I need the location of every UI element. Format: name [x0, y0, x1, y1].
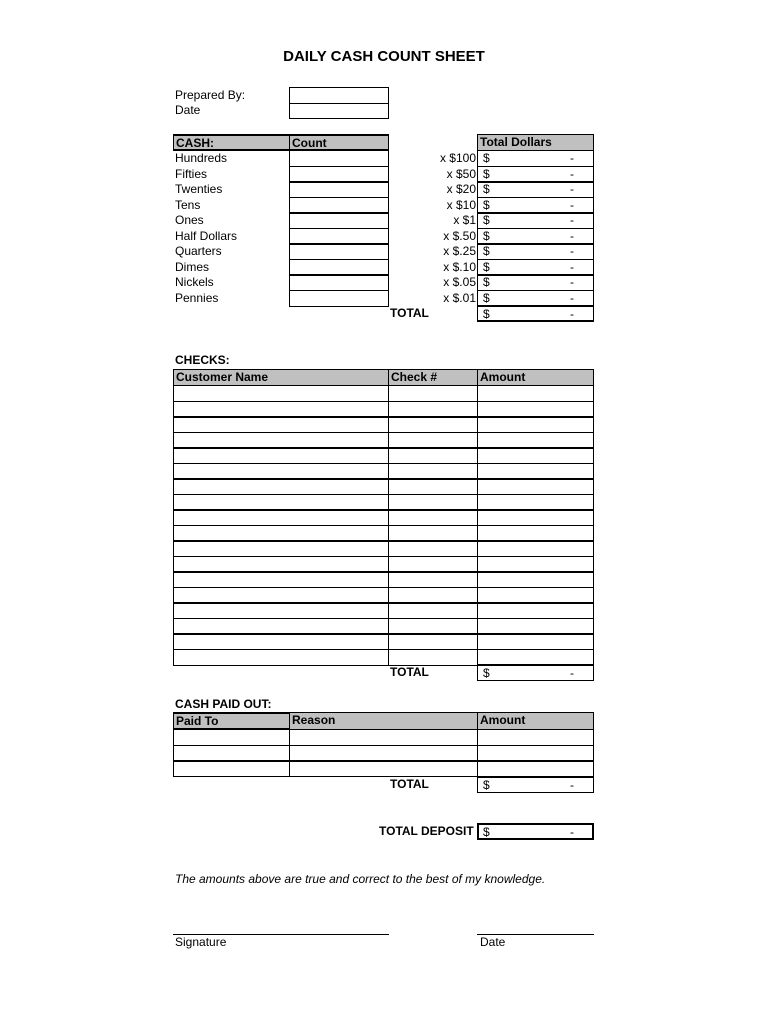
cash-total-value: -	[570, 307, 574, 321]
cash-multiplier: x $.01	[443, 291, 476, 305]
customer-name-header: Customer Name	[173, 369, 389, 386]
dollar-sign: $	[483, 182, 490, 196]
dollar-value: -	[570, 244, 574, 258]
cash-multiplier: x $100	[439, 151, 476, 165]
cash-denomination: Pennies	[175, 291, 219, 305]
total-deposit-dollar: $	[483, 825, 490, 839]
cash-denomination: Ones	[175, 213, 204, 227]
customer-name-input[interactable]	[173, 633, 389, 650]
total-dollars-cell	[477, 150, 594, 167]
dollar-value: -	[570, 260, 574, 274]
reason-input[interactable]	[289, 729, 478, 746]
paid-amount-header: Amount	[477, 712, 594, 730]
signature-label: Signature	[175, 935, 227, 949]
check-number-header: Check #	[388, 369, 478, 386]
dollar-value: -	[570, 198, 574, 212]
cash-denomination: Dimes	[175, 260, 210, 274]
dollar-value: -	[570, 167, 574, 181]
cash-multiplier: x $20	[446, 182, 476, 196]
checks-total-dollar: $	[483, 666, 490, 680]
paid-to-input[interactable]	[173, 760, 290, 777]
count-input[interactable]	[289, 150, 389, 167]
cash-multiplier: x $.50	[443, 229, 476, 243]
customer-name-input[interactable]	[173, 385, 389, 402]
total-dollars-header: Total Dollars	[477, 134, 594, 151]
check-number-input[interactable]	[388, 478, 478, 495]
cash-denomination: Quarters	[175, 244, 222, 258]
paid-to-input[interactable]	[173, 729, 290, 746]
cash-total-box	[477, 305, 594, 322]
total-deposit-label: TOTAL DEPOSIT	[379, 824, 474, 838]
check-number-input[interactable]	[388, 633, 478, 650]
dollar-value: -	[570, 291, 574, 305]
date-label: Date	[175, 103, 201, 117]
customer-name-input[interactable]	[173, 447, 389, 464]
cash-multiplier: x $.10	[443, 260, 476, 274]
reason-header: Reason	[289, 712, 478, 730]
cash-multiplier: x $50	[446, 167, 476, 181]
total-deposit-box[interactable]	[477, 823, 594, 840]
customer-name-input[interactable]	[173, 602, 389, 619]
cash-denomination: Tens	[175, 198, 201, 212]
cash-multiplier: x $.05	[443, 275, 476, 289]
amount-header: Amount	[477, 369, 594, 386]
dollar-value: -	[570, 229, 574, 243]
cash-multiplier: x $.25	[443, 244, 476, 258]
check-number-input[interactable]	[388, 571, 478, 588]
paid-out-total-label: TOTAL	[390, 777, 429, 791]
customer-name-input[interactable]	[173, 649, 389, 666]
cash-multiplier: x $10	[446, 198, 476, 212]
check-number-input[interactable]	[388, 447, 478, 464]
check-amount-input[interactable]	[477, 478, 594, 495]
paid-out-label: CASH PAID OUT:	[175, 697, 272, 711]
cash-multiplier: x $1	[453, 213, 476, 227]
checks-label: CHECKS:	[175, 353, 230, 367]
check-number-input[interactable]	[388, 649, 478, 666]
dollar-value: -	[570, 275, 574, 289]
customer-name-input[interactable]	[173, 509, 389, 526]
total-dollars-cell	[477, 181, 594, 198]
paid-out-total-dollar: $	[483, 778, 490, 792]
check-amount-input[interactable]	[477, 540, 594, 557]
check-amount-input[interactable]	[477, 633, 594, 650]
paid-out-total-box	[477, 776, 594, 793]
page-title: DAILY CASH COUNT SHEET	[283, 48, 485, 65]
cash-total-dollar: $	[483, 307, 490, 321]
count-input[interactable]	[289, 212, 389, 229]
dollar-sign: $	[483, 198, 490, 212]
check-number-input[interactable]	[388, 602, 478, 619]
customer-name-input[interactable]	[173, 478, 389, 495]
cash-denomination: Twenties	[175, 182, 223, 196]
check-amount-input[interactable]	[477, 602, 594, 619]
prepared-by-field[interactable]	[289, 87, 389, 104]
cash-denomination: Fifties	[175, 167, 208, 181]
dollar-sign: $	[483, 229, 490, 243]
checks-total-box	[477, 664, 594, 681]
check-number-input[interactable]	[388, 509, 478, 526]
prepared-by-label: Prepared By:	[175, 88, 246, 102]
dollar-value: -	[570, 151, 574, 165]
count-input[interactable]	[289, 274, 389, 291]
check-number-input[interactable]	[388, 385, 478, 402]
date-field[interactable]	[289, 103, 389, 119]
signature-date-label: Date	[480, 935, 506, 949]
customer-name-input[interactable]	[173, 540, 389, 557]
check-amount-input[interactable]	[477, 385, 594, 402]
dollar-value: -	[570, 213, 574, 227]
cash-denomination: Half Dollars	[175, 229, 238, 243]
dollar-sign: $	[483, 244, 490, 258]
cash-header: CASH:	[173, 134, 290, 151]
checks-total-label: TOTAL	[390, 665, 429, 679]
dollar-sign: $	[483, 291, 490, 305]
paid-out-total-value: -	[570, 778, 574, 792]
dollar-sign: $	[483, 260, 490, 274]
check-amount-input[interactable]	[477, 416, 594, 433]
reason-input[interactable]	[289, 760, 478, 777]
customer-name-input[interactable]	[173, 416, 389, 433]
cash-denomination: Nickels	[175, 275, 214, 289]
dollar-sign: $	[483, 151, 490, 165]
customer-name-input[interactable]	[173, 571, 389, 588]
check-number-input[interactable]	[388, 416, 478, 433]
dollar-sign: $	[483, 275, 490, 289]
paid-to-header: Paid To	[173, 712, 290, 730]
count-input[interactable]	[289, 181, 389, 198]
paid-amount-input[interactable]	[477, 760, 594, 777]
total-dollars-cell	[477, 243, 594, 260]
check-number-input[interactable]	[388, 540, 478, 557]
check-amount-input[interactable]	[477, 447, 594, 464]
total-dollars-cell	[477, 274, 594, 291]
paid-amount-input[interactable]	[477, 729, 594, 746]
cash-total-label: TOTAL	[390, 306, 429, 320]
count-input[interactable]	[289, 243, 389, 260]
cash-denomination: Hundreds	[175, 151, 228, 165]
dollar-sign: $	[483, 213, 490, 227]
total-dollars-cell	[477, 212, 594, 229]
check-amount-input[interactable]	[477, 509, 594, 526]
total-deposit-value: -	[570, 825, 574, 839]
check-amount-input[interactable]	[477, 571, 594, 588]
checks-total-value: -	[570, 666, 574, 680]
count-header: Count	[289, 134, 389, 151]
count-input[interactable]	[289, 290, 389, 307]
attestation-text: The amounts above are true and correct to the best of my knowledge.	[175, 872, 546, 886]
dollar-value: -	[570, 182, 574, 196]
dollar-sign: $	[483, 167, 490, 181]
